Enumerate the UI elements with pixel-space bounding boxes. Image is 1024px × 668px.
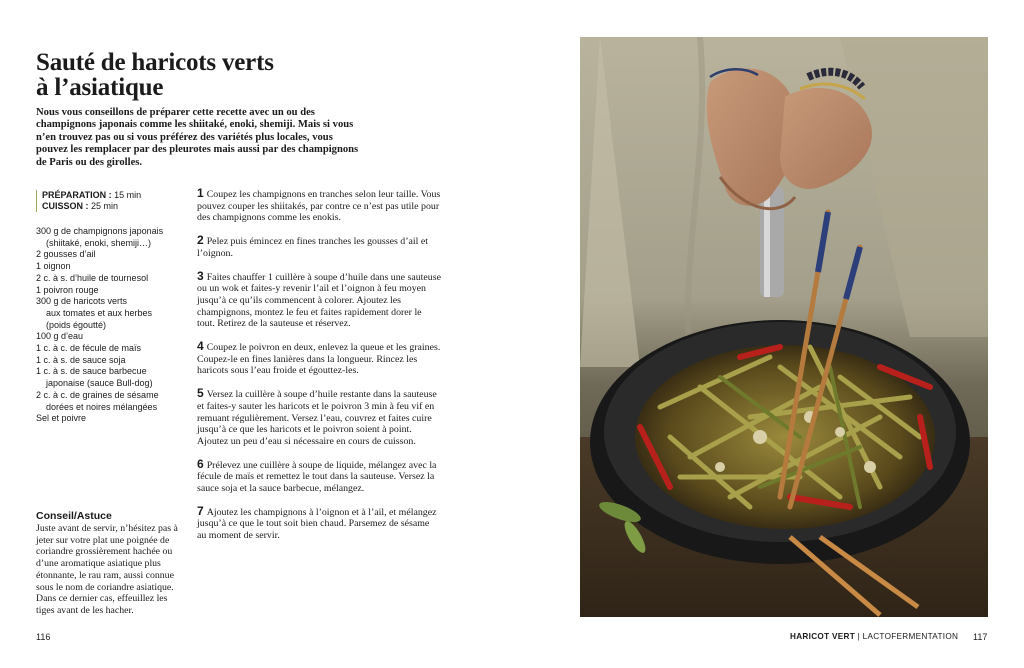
cuisson-label: CUISSON : <box>42 201 89 211</box>
step-number: 5 <box>197 386 204 401</box>
ingredient-item: 1 oignon <box>36 261 71 272</box>
ingredient-item: dorées et noires mélangées <box>46 401 158 412</box>
preparation-value: 15 min <box>111 190 142 200</box>
recipe-intro: Nous vous conseillons de préparer cette recette avec un ou des champignons japonais comme les shiitaké, enoki, shemiji. Mais si vous n’en trouvez pas ou si vous préférez des variétés plus locales, vous pouvez les remplacer par des pleurotes mais aussi par des champignons de Paris ou des girolles. <box>36 107 359 168</box>
step-2 <box>197 235 441 259</box>
step-text: Versez la cuillère à soupe d’huile restante dans la sauteuse et faites-y sauter les haricots et le poivron 3 min à feu vif en remuant régulièrement. Versez l’eau, couvrez et faites cuire jusqu’à ce que les haricots et le poivron soient à point. Ajoutez un peu d’eau si nécessaire en cours de cuisson. <box>197 389 437 447</box>
ingredient-item: Sel et poivre <box>36 413 87 424</box>
ingredient-item: (poids égoutté) <box>46 319 107 330</box>
ingredient-item: 2 c. à s. d’huile de tournesol <box>36 272 149 283</box>
preparation-label: PRÉPARATION : <box>42 190 112 200</box>
step-text: Prélevez une cuillère à soupe de liquide, mélangez avec la fécule de maïs et remettez le tout dans la sauteuse. Versez la sauce soja et la sauce barbecue, mélangez. <box>197 459 437 495</box>
step-3 <box>197 268 441 331</box>
timing-box <box>36 190 186 212</box>
page-number-right: 117 <box>973 632 988 642</box>
section-name: HARICOT VERT <box>790 632 856 641</box>
steps-column <box>197 188 441 553</box>
step-number: 7 <box>197 503 204 518</box>
step-number: 2 <box>197 233 204 248</box>
running-footer <box>790 632 958 641</box>
step-number: 4 <box>197 339 204 354</box>
ingredient-item: 300 g de champignons japonais <box>36 226 164 236</box>
step-5 <box>197 388 441 448</box>
tip-title: Conseil/Astuce <box>36 510 112 522</box>
ingredient-item: 2 c. à c. de graines de sésame <box>36 389 159 400</box>
ingredient-item: (shiitaké, enoki, shemiji…) <box>46 237 152 248</box>
step-number: 3 <box>197 268 204 283</box>
preparation-time <box>42 190 186 201</box>
cuisson-value: 25 min <box>88 201 119 211</box>
step-text: Faites chauffer 1 cuillère à soupe d’huile dans une sauteuse ou un wok et faites-y revenir l’ail et l’oignon à feu moyen jusqu’à ce qu’ils commencent à colorer. Ajoutez les champignons, montez le feu et faites rapidement dorer le tout. Retirez de la sauteuse et réservez. <box>197 271 441 330</box>
step-text: Pelez puis émincez en fines tranches les gousses d’ail et l’oignon. <box>197 236 428 259</box>
recipe-photo <box>580 37 988 617</box>
step-text: Coupez les champignons en tranches selon leur taille. Vous pouvez couper les shiitakés, par contre ce n’est pas utile pour des champignons comme les enokis. <box>197 189 441 224</box>
footer-separator: | <box>855 632 863 641</box>
ingredient-item: 1 c. à s. de sauce barbecue <box>36 366 147 377</box>
ingredient-item: 300 g de haricots verts <box>36 296 128 307</box>
step-number: 6 <box>197 456 204 471</box>
ingredient-item: 1 c. à c. de fécule de maïs <box>36 343 142 354</box>
tip-box <box>36 510 186 617</box>
cooking-time <box>42 201 186 212</box>
wok-with-chopsticks-illustration <box>580 37 988 617</box>
ingredient-item: 1 c. à s. de sauce soja <box>36 354 126 365</box>
tip-text: Juste avant de servir, n’hésitez pas à jeter sur votre plat une poignée de coriandre grossièrement hachée ou d’une aromatique asiatique plus étonnante, le rau ram, aussi connue sous le nom de coriandre asiatique. Dans ce dernier cas, effeuillez les tiges avant de les hacher. <box>36 523 178 616</box>
ingredients-column <box>36 190 186 425</box>
title-line-1: Sauté de haricots verts <box>36 49 274 76</box>
ingredient-item: 2 gousses d’ail <box>36 249 96 260</box>
ingredient-item: aux tomates et aux herbes <box>46 307 153 318</box>
ingredient-list <box>36 226 186 425</box>
step-7 <box>197 503 441 542</box>
ingredient-item: 100 g d’eau <box>36 331 84 342</box>
ingredient-item: 1 poivron rouge <box>36 284 99 295</box>
chapter-name: LACTOFERMENTATION <box>862 632 959 641</box>
title-line-2: à l’asiatique <box>36 74 164 101</box>
recipe-title <box>36 50 356 100</box>
step-6 <box>197 456 441 495</box>
step-4 <box>197 341 441 377</box>
ingredient-item: japonaise (sauce Bull-dog) <box>46 378 153 389</box>
step-number: 1 <box>197 186 204 200</box>
step-text: Ajoutez les champignons à l’oignon et à l’ail, et mélangez jusqu’à ce que le tout soit bien chaud. Parsemez de sésame au moment de servir. <box>197 506 437 542</box>
page-number-left: 116 <box>36 632 51 642</box>
step-1 <box>197 188 441 224</box>
step-text: Coupez le poivron en deux, enlevez la queue et les graines. Coupez-le en fines lanières dans la longueur. Rincez les haricots sous l’eau froide et égouttez-les. <box>197 342 441 377</box>
